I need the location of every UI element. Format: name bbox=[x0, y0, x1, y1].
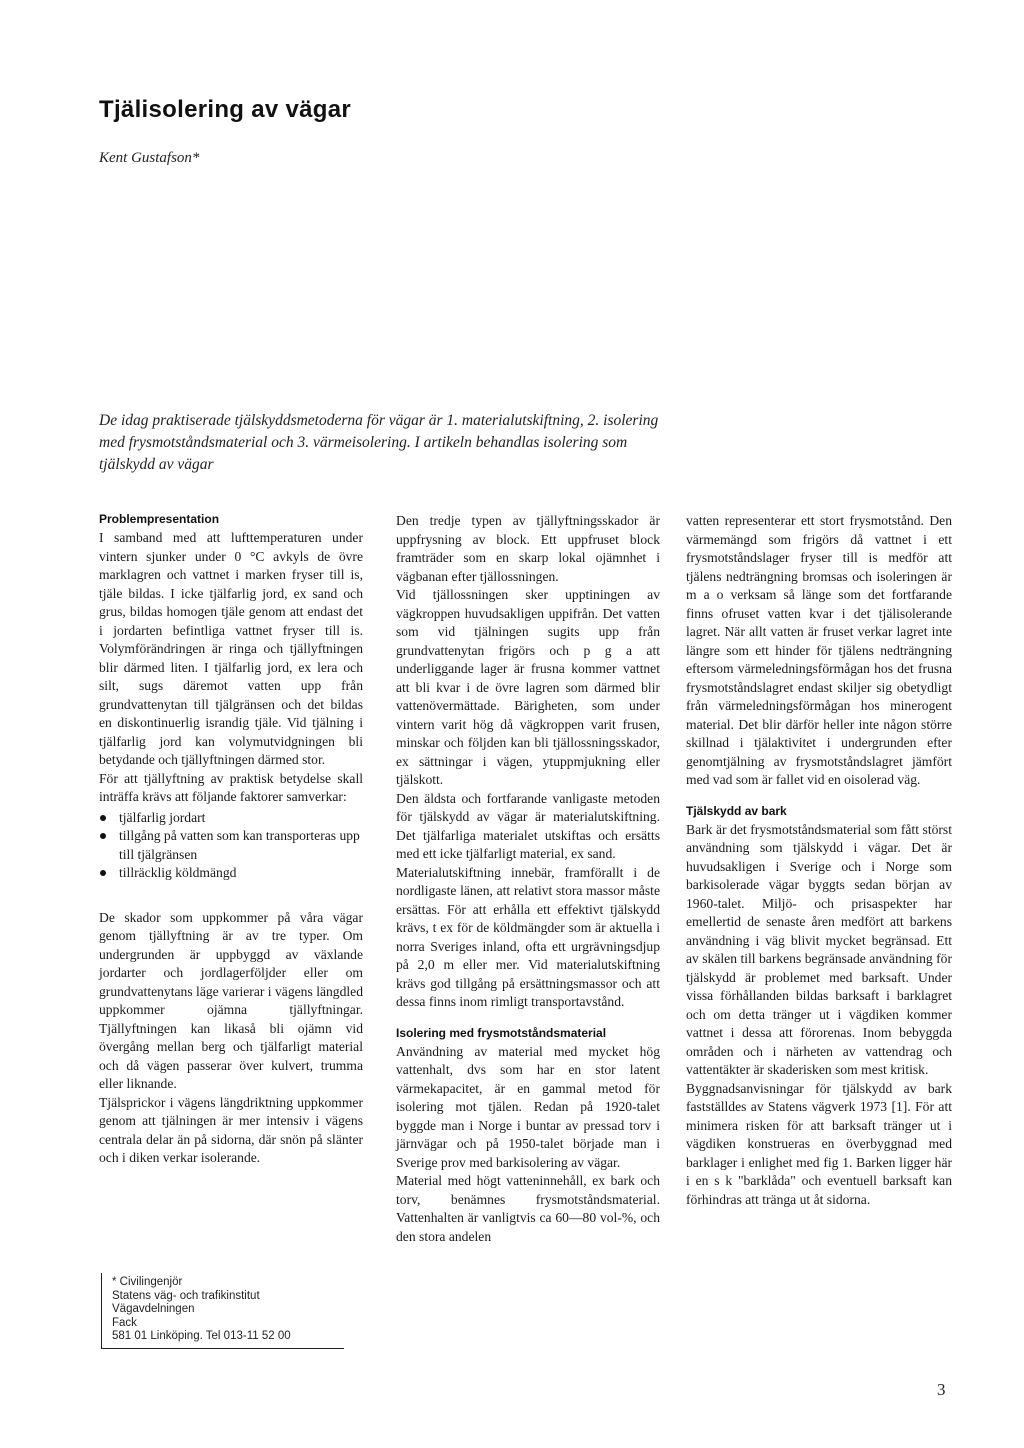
paragraph: Bark är det frysmotståndsmaterial som fått störst användning som tjälskydd i vägar. Det är huvudsakligen i Sverige och i Norge som barkisolerade vägar byggts sedan början av 1960-talet. Miljö- och prisaspekter har emellertid de senaste åren medfört att barkens användning i väg blivit mycket begränsad. Ett av skälen till barkens begränsade användning för tjälskydd är problemet med barksaft. Under vissa förhållanden bildas barksaft i barklagret och om detta tränger ut i vägdiken kommer vattnet i dessa att förorenas. Inom bebyggda områden och i närheten av vattendrag och vattentäkter är skaderisken som mest kritisk. bbox=[686, 821, 952, 1077]
section-heading-isolering: Isolering med frysmotståndsmaterial bbox=[396, 1025, 607, 1040]
abstract: De idag praktiserade tjälskyddsmetoderna för vägar är 1. materialutskiftning, 2. isolering med frysmotståndsmaterial och 3. värmeisolering. I artikeln behandlas isolering som tjälskydd av vägar bbox=[99, 412, 659, 473]
footnote-line: Fack bbox=[112, 1316, 137, 1329]
article-title: Tjälisolering av vägar bbox=[99, 96, 352, 123]
paragraph: Byggnadsanvisningar för tjälskydd av bark fastställdes av Statens vägverk 1973 [1]. För att minimera risken för att barksaft tränger ut i vägdiken konstrueras en överbyggnad med barklager i enlighet med fig 1. Barken ligger här i en s k "barklåda" och eventuell barksaft kan förhindras att tränga ut åt sidorna. bbox=[686, 1080, 952, 1207]
paragraph: I samband med att lufttemperaturen under vintern sjunker under 0 °C avkyls de övre marklagren och vattnet i marken fryser till is, tjäle bildas. I icke tjälfarlig jord, ex sand och grus, bildas homogen tjäle genom att endast det i jordarten befintliga vattnet fryser till is. Volymförändringen är ringa och tjällyftningen blir därmed liten. I tjälfarlig jord, ex lera och silt, sugs däremot vatten upp från grundvattenytan till tjälgränsen och det bildas en diskontinuerlig israndig tjäle. Vid tjälning i tjälfarlig jord kan volymutvidgningen bli betydande och tjällyftningen därmed stor. bbox=[99, 530, 363, 767]
paragraph: vatten representerar ett stort frysmotstånd. Den värmemängd som frigörs då vattnet i ett frysmotståndslager fryser till is medför att tjälens nedträngning bromsas och isoleringen är m a o verksam så länge som det fortfarande finns ofruset vatten kvar i det tjälisolerande lagret. När allt vatten är fruset verkar lagret inte längre som ett hinder för tjälens nedträngning eftersom värmeledningsförmågan hos det frusna frysmotståndslagret endast skiljer sig obetydligt från värmeledningsförmågan hos minerogent material. Det blir därför heller inte någon större skillnad i tjälaktivitet i undergrunden efter genomtjälning av frysmotståndslagret jämfört med vad som är fallet vid en oisolerad väg. bbox=[686, 513, 952, 787]
paragraph: Tjälsprickor i vägens längdriktning uppkommer genom att tjälningen är mer intensiv i vägens centrala delar än på sidorna, där snön på slänter och i diken verkar isolerande. bbox=[99, 1094, 363, 1165]
paragraph: De skador som uppkommer på våra vägar genom tjällyftning är av tre typer. Om undergrunden är uppbyggd av växlande jordarter och jordlagerföljder eller om grundvattenytans läge varierar i vägens längdled uppkommer ojämna tjällyftningar. Tjällyftningen kan likaså bli ojämn vid övergång mellan berg och tjälfarligt material och då vägen passerar över kulvert, trumma eller liknande. bbox=[99, 909, 363, 1091]
paragraph: Material med högt vatteninnehåll, ex bark och torv, benämnes frysmotståndsmaterial. Vattenhalten är vanligtvis ca 60—80 vol-%, och den stora andelen bbox=[396, 1173, 660, 1244]
list-item: tjälfarlig jordart bbox=[99, 809, 363, 828]
spacer bbox=[99, 895, 363, 909]
paragraph: Vid tjällossningen sker upptiningen av vägkroppen huvudsakligen uppifrån. Det vatten som vid tjälningen sugits upp från grundvattenytan frigörs och p g a att underliggande lager är frusna kommer vattnet att bli kvar i de övre lagren som därmed blir vattenövermättade. Bärigheten, som under vintern varit hög då vägkroppen varit frusen, minskar och följden kan bli tjällossningsskador, ex sättningar i vägen, ytuppmjukning eller tjälskott. bbox=[396, 587, 660, 787]
column-3 bbox=[686, 512, 952, 1209]
section-heading-tjalskydd-av-bark: Tjälskydd av bark bbox=[686, 803, 787, 818]
paragraph: Användning av material med mycket hög vattenhalt, dvs som har en stor latent värmekapacitet, är en gammal metod för isolering mot tjälen. Redan på 1920-talet byggde man i Norge i buntar av pressad torv i järnvägar och på 1950-talet började man i Sverige prov med barkisolering av vägar. bbox=[396, 1043, 660, 1170]
column-1 bbox=[99, 512, 363, 1168]
footnote-line: 581 01 Linköping. Tel 013-11 52 00 bbox=[112, 1330, 291, 1342]
list-item: tillräcklig köldmängd bbox=[99, 864, 363, 883]
list-item: tillgång på vatten som kan transporteras upp till tjälgränsen bbox=[99, 827, 363, 864]
paragraph: Den tredje typen av tjällyftningsskador är uppfrysning av block. Ett uppfruset block framträder som en skarp lokal ojämnhet i vägbanan efter tjällossningen. bbox=[396, 513, 660, 584]
page-number: 3 bbox=[937, 1380, 946, 1399]
column-2 bbox=[396, 512, 660, 1246]
paragraph: För att tjällyftning av praktisk betydelse skall inträffa krävs att följande faktorer samverkar: bbox=[99, 770, 363, 804]
paragraph: Den äldsta och fortfarande vanligaste metoden för tjälskydd av vägar är materialutskiftning. Det tjälfarliga materialet utskiftas och ersätts med ett icke tjälfarligt material, ex sand. bbox=[396, 790, 660, 861]
footnote-line: Statens väg- och trafikinstitut bbox=[112, 1289, 260, 1302]
author-name: Kent Gustafson* bbox=[99, 150, 200, 166]
footnote-line: Vägavdelningen bbox=[112, 1303, 195, 1315]
footnote-line: * Civilingenjör bbox=[112, 1276, 183, 1288]
bullet-list bbox=[99, 809, 363, 883]
section-heading-problempresentation: Problempresentation bbox=[99, 512, 220, 526]
paragraph: Materialutskiftning innebär, framförallt i de nordligaste länen, att relativt stora massor måste ersättas. För att erhålla ett effektivt tjälskydd krävs, t ex för de köldmängder som är aktuella i norra Sveriges inland, ofta ett urgrävningsdjup på 2,0 m eller mer. Vid materialutskiftning krävs god tillgång på ersättningsmassor och att dessa finns inom rimligt transportavstånd. bbox=[396, 864, 660, 1009]
author-affiliation-footnote bbox=[101, 1273, 344, 1349]
